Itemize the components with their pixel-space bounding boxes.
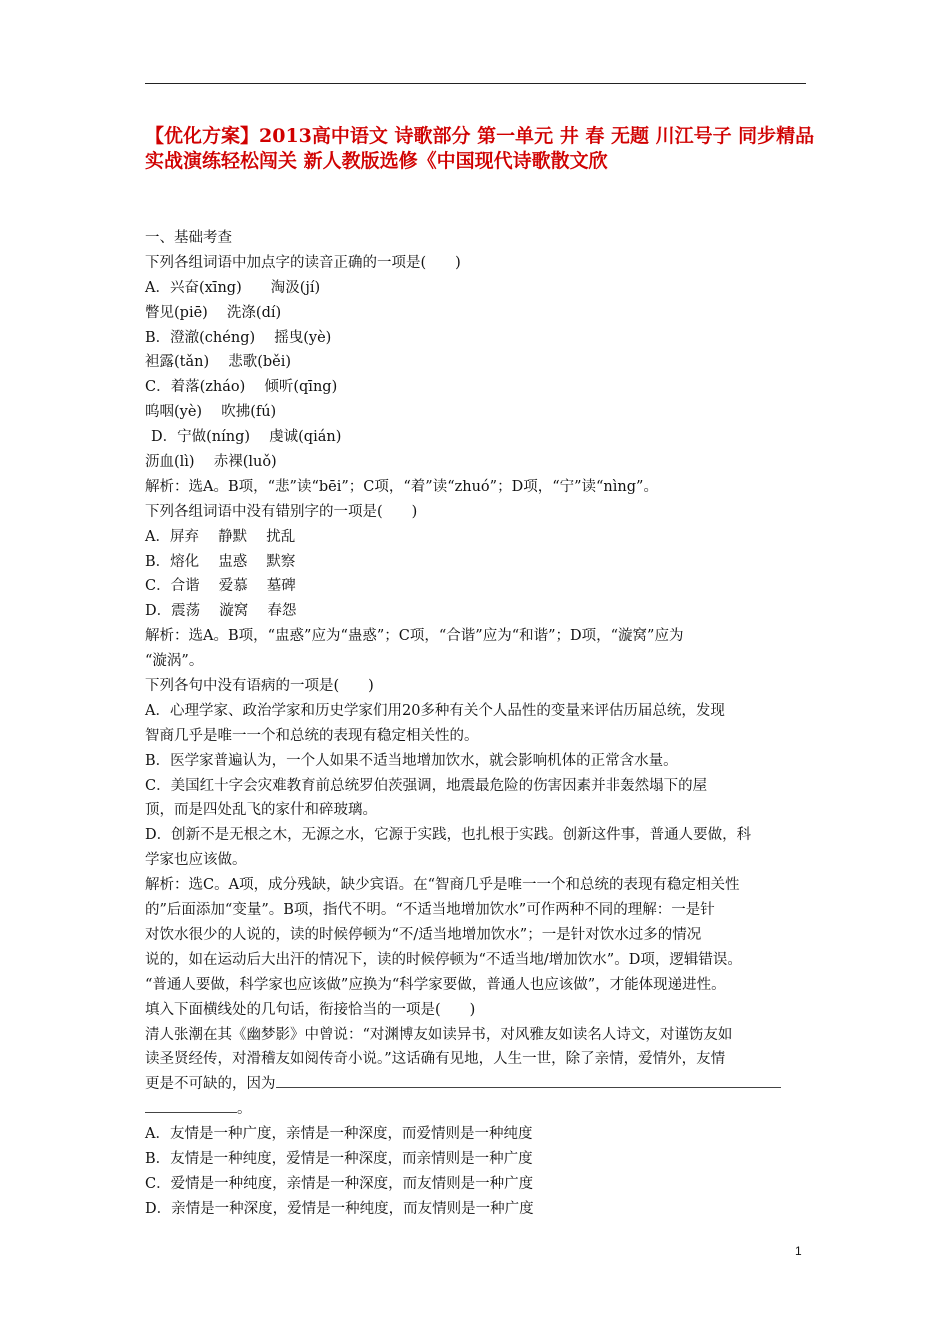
page-number: 1 [795,1244,802,1258]
q4-option-d: D．亲情是一种深度，爱情是一种纯度，而友情则是一种广度 [145,1200,534,1217]
q1-option-line: B．澄澈(chéng) 摇曳(yè) [145,329,332,346]
question-1-stem: 下列各组词语中加点字的读音正确的一项是( ) [145,254,461,271]
q3-option-d-cont: 学家也应该做。 [145,852,247,869]
q2-option-line: B．熔化 盅惑 默察 [145,553,296,570]
question-2-stem: 下列各组词语中没有错别字的一项是( ) [145,503,418,520]
q1-analysis: 解析：选A。B项，“悲”读“bēi”；C项，“着”读“zhuó”；D项，“宁”读“nìng”。 [145,478,658,495]
answer-blank-line [276,1073,781,1088]
q2-analysis-cont: “漩涡”。 [145,653,204,670]
q3-option-c: C．美国红十字会灾难教育前总统罗伯茨强调，地震最危险的伤害因素并非轰然塌下的屋 [145,777,708,794]
q4-passage-text: 更是不可缺的，因为 [145,1076,276,1093]
q2-option-line: D．震荡 漩窝 春怨 [145,603,297,620]
q3-option-b: B．医学家普遍认为，一个人如果不适当地增加饮水，就会影响机体的正常含水量。 [145,752,678,769]
q1-option-line: C．着落(zháo) 倾听(qīng) [145,379,338,396]
q4-passage-cont: 读圣贤经传，对滑稽友如阅传奇小说。”这话确有见地，人生一世，除了亲情，爱情外，友情 [145,1051,726,1068]
q4-passage-period: 。 [237,1101,252,1118]
q4-option-b: B．友情是一种纯度，爱情是一种深度，而亲情则是一种广度 [145,1150,533,1167]
q3-analysis: 解析：选C。A项，成分残缺，缺少宾语。在“智商几乎是唯一一个和总统的表现有稳定相关性 [145,877,740,894]
q1-option-line: 袒露(tǎn) 悲歌(běi) [145,354,292,371]
q3-option-c-cont: 顶，而是四处乱飞的家什和碎玻璃。 [145,802,377,819]
q4-passage: 清人张潮在其《幽梦影》中曾说：“对渊博友如读异书，对风雅友如读名人诗文，对谨饬友如 [145,1026,733,1043]
q1-option-line: 呜咽(yè) 吹拂(fú) [145,404,277,421]
q2-option-line: A．屏弃 静默 扰乱 [145,528,296,545]
q3-analysis-cont: 对饮水很少的人说的，读的时候停顿为“不/适当地增加饮水”；一是针对饮水过多的情况 [145,926,702,943]
header-rule [145,83,806,84]
q4-option-c: C．爱情是一种纯度，亲情是一种深度，而友情则是一种广度 [145,1175,534,1192]
q4-option-a: A．友情是一种广度，亲情是一种深度，而爱情则是一种纯度 [145,1126,533,1143]
q1-option-line: A．兴奋(xīng) 淘汲(jí) [145,279,321,296]
q3-option-a: A．心理学家、政治学家和历史学家们用20多种有关个人品性的变量来评估历届总统，发现 [145,702,725,719]
q4-passage-cont [145,1072,815,1097]
document-body [145,226,815,1222]
document-title: 【优化方案】2013高中语文 诗歌部分 第一单元 井 春 无题 川江号子 同步精品实战演练轻松闯关 新人教版选修《中国现代诗歌散文欣 [145,125,815,172]
q1-option-line: 沥血(lì) 赤裸(luǒ) [145,454,277,471]
question-3-stem: 下列各句中没有语病的一项是( ) [145,678,374,695]
question-4-stem: 填入下面横线处的几句话，衔接恰当的一项是( ) [145,1001,476,1018]
q4-passage-end [145,1097,815,1122]
q1-option-line: 瞥见(piē) 洗涤(dí) [145,304,282,321]
q3-option-d: D．创新不是无根之木，无源之水，它源于实践，也扎根于实践。创新这件事，普通人要做，科 [145,827,752,844]
q1-option-line: D．宁做(níng) 虔诚(qián) [151,429,342,446]
section-heading: 一、基础考查 [145,230,232,246]
q3-analysis-cont: 的”后面添加“变量”。B项，指代不明。“不适当地增加饮水”可作两种不同的理解：一是针 [145,902,715,919]
q3-analysis-cont: “普通人要做，科学家也应该做”应换为“科学家要做，普通人也应该做”，才能体现递进性。 [145,976,726,993]
q2-analysis: 解析：选A。B项，“盅惑”应为“蛊惑”；C项，“合谐”应为“和谐”；D项，“漩窝”应为 [145,628,684,645]
q3-option-a-cont: 智商几乎是唯一一个和总统的表现有稳定相关性的。 [145,727,479,744]
q2-option-line: C．合谐 爱慕 墓碑 [145,578,296,595]
q3-analysis-cont: 说的，如在运动后大出汗的情况下，读的时候停顿为“不适当地/增加饮水”。D项，逻辑错误。 [145,951,742,968]
answer-blank-line [145,1098,237,1113]
